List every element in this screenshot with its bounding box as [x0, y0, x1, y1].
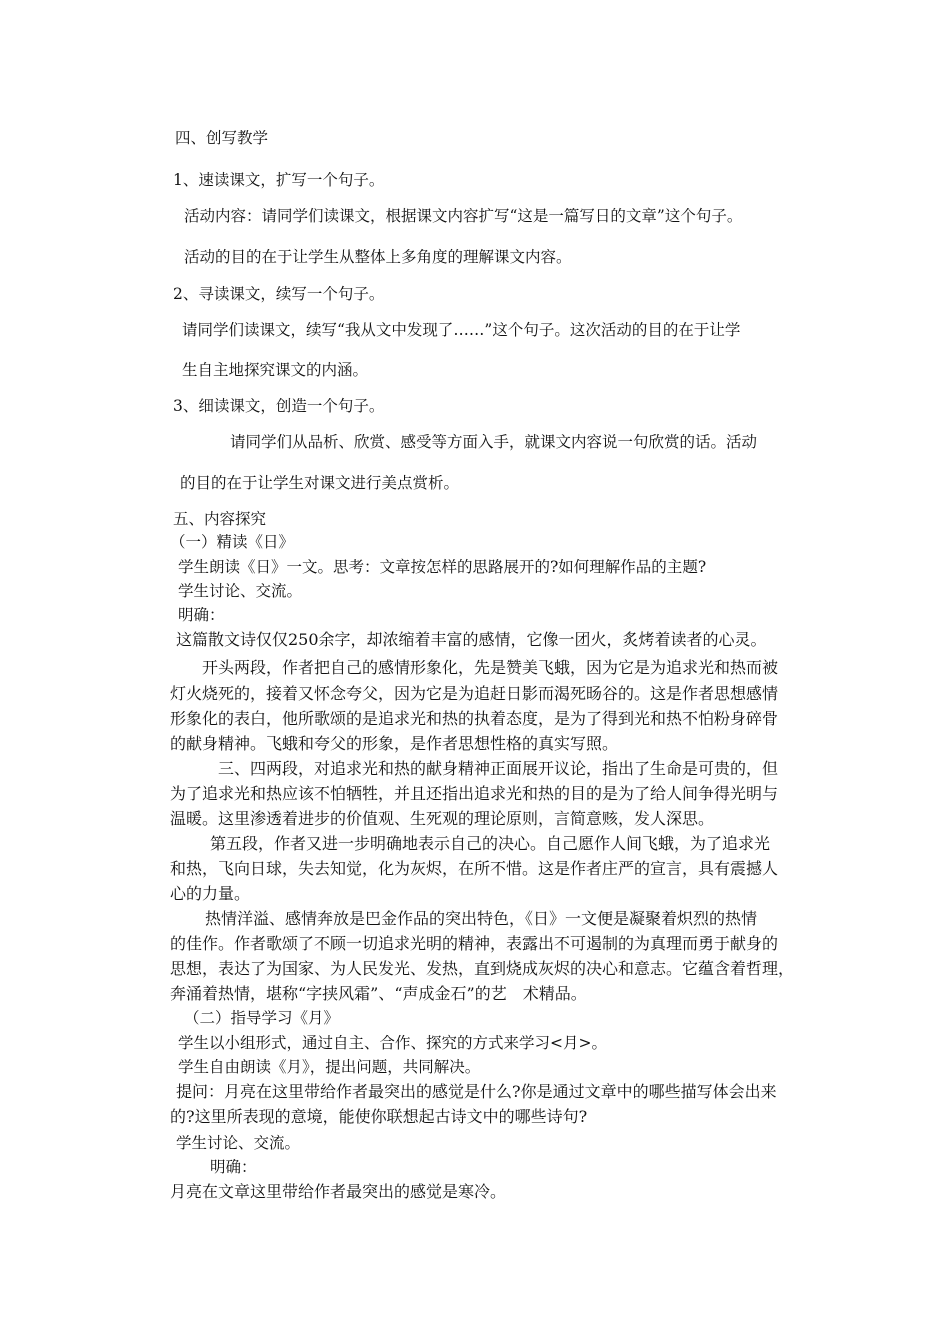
part2-line: 提问：月亮在这里带给作者最突出的感觉是什么?你是通过文章中的哪些描写体会出来: [176, 1082, 777, 1101]
item2-title: 2、寻读课文，续写一个句子。: [173, 285, 385, 303]
part1-line: 明确：: [178, 606, 225, 624]
part1-line: 思想，表达了为国家、为人民发光、发热，直到烧成灰烬的决心和意志。它蕴含着哲理，: [170, 959, 795, 978]
item3-line2: 的目的在于让学生对课文进行美点赏析。: [180, 474, 460, 492]
part1-line: 和热，飞向日球，失去知觉，化为灰烬，在所不惜。这是作者庄严的宣言，具有震撼人: [170, 859, 779, 878]
item3-line1: 请同学们从品析、欣赏、感受等方面入手，就课文内容说一句欣赏的话。活动: [230, 433, 758, 451]
part1-line: 的献身精神。飞蛾和夸父的形象，是作者思想性格的真实写照。: [170, 734, 619, 753]
section4-heading: 四、创写教学: [175, 129, 269, 147]
part2-line: 的?这里所表现的意境，能使你联想起古诗文中的哪些诗句?: [170, 1107, 588, 1126]
part1-line: 这篇散文诗仅仅250余字，却浓缩着丰富的感情，它像一团火，炙烤着读者的心灵。: [176, 630, 767, 649]
part1-line: 开头两段，作者把自己的感情形象化，先是赞美飞蛾，因为它是为追求光和热而被: [202, 658, 779, 677]
part2-line: 学生讨论、交流。: [176, 1134, 301, 1152]
part2-line: 明确：: [210, 1158, 257, 1176]
part1-line: 的佳作。作者歌颂了不顾一切追求光明的精神，表露出不可遏制的为真理而勇于献身的: [170, 934, 779, 953]
part1-title: （一）精读《日》: [170, 533, 295, 551]
part1-line: 温暖。这里渗透着进步的价值观、生死观的理论原则，言简意赅，发人深思。: [170, 809, 715, 828]
part1-line: 三、四两段，对追求光和热的献身精神正面展开议论，指出了生命是可贵的，但: [218, 759, 779, 778]
part1-line: 学生朗读《日》一文。思考：文章按怎样的思路展开的?如何理解作品的主题?: [178, 558, 707, 576]
part2-line: 学生以小组形式，通过自主、合作、探究的方式来学习<月>。: [178, 1034, 607, 1052]
part1-line: 奔涌着热情，堪称“字挟风霜”、“声成金石”的艺 术精品。: [170, 984, 587, 1003]
item2-line2: 生自主地探究课文的内涵。: [182, 361, 369, 379]
part1-line: 心的力量。: [170, 884, 251, 903]
part1-line: 学生讨论、交流。: [178, 582, 303, 600]
item3-title: 3、细读课文，创造一个句子。: [173, 397, 385, 415]
part1-line: 热情洋溢、感情奔放是巴金作品的突出特色，《日》一文便是凝聚着炽烈的热情: [205, 909, 758, 928]
item2-line1: 请同学们读课文，续写“我从文中发现了……”这个句子。这次活动的目的在于让学: [182, 321, 741, 339]
part1-line: 灯火烧死的，接着又怀念夸父，因为它是为追赶日影而渴死旸谷的。这是作者思想感情: [170, 684, 779, 703]
item1-purpose: 活动的目的在于让学生从整体上多角度的理解课文内容。: [184, 248, 572, 266]
part2-title: （二）指导学习《月》: [184, 1009, 340, 1027]
part1-line: 形象化的表白，他所歌颂的是追求光和热的执着态度，是为了得到光和热不怕粉身碎骨: [170, 709, 779, 728]
part2-line: 学生自由朗读《月》，提出问题，共同解决。: [178, 1058, 481, 1076]
item1-title: 1、速读课文，扩写一个句子。: [173, 171, 385, 189]
item1-content: 活动内容：请同学们读课文，根据课文内容扩写“这是一篇写日的文章”这个句子。: [184, 207, 743, 225]
section5-heading: 五、内容探究: [173, 510, 267, 528]
part1-line: 为了追求光和热应该不怕牺牲，并且还指出追求光和热的目的是为了给人间争得光明与: [170, 784, 779, 803]
part1-line: 第五段，作者又进一步明确地表示自己的决心。自己愿作人间飞蛾，为了追求光: [210, 834, 771, 853]
part2-line: 月亮在文章这里带给作者最突出的感觉是寒冷。: [170, 1182, 507, 1201]
